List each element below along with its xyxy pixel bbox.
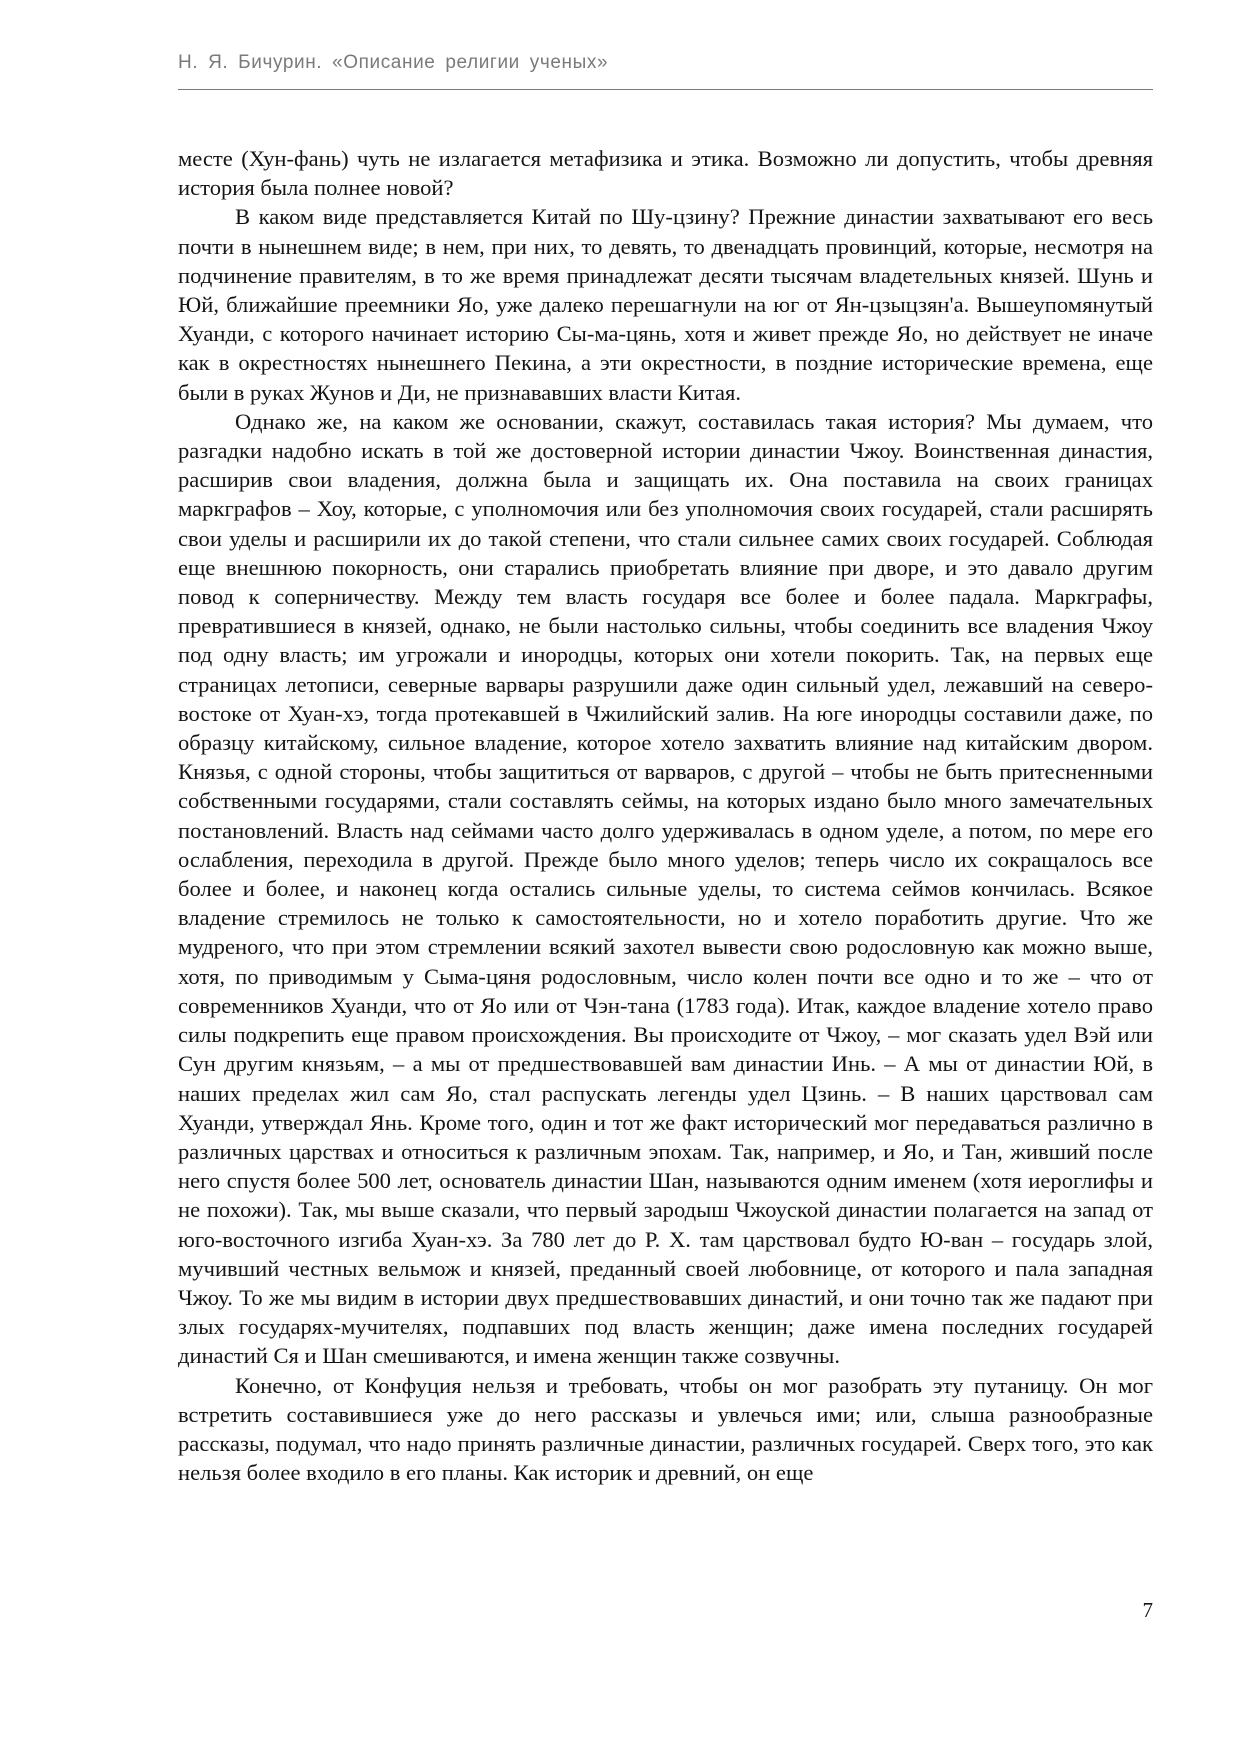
body-text [178, 144, 1153, 1487]
header-rule [178, 89, 1153, 90]
page-number: 7 [1142, 1598, 1153, 1622]
paragraph: Конечно, от Конфуция нельзя и требовать, чтобы он мог разобрать эту путаницу. Он мог встретить составившиеся уже до него рассказы и увлечься ими; или, слыша разнообразные рассказы, подумал, что надо принять различные династии, различных государей. Сверх того, это как нельзя более входило в его планы. Как историк и древний, он еще [178, 1372, 1153, 1486]
paragraph: В каком виде представляется Китай по Шу-цзину? Прежние династии захватывают его весь почти в нынешнем виде; в нем, при них, то девять, то двенадцать провинций, которые, несмотря на подчинение правителям, в то же время принадлежат десяти тысячам владетельных князей. Шунь и Юй, ближайшие преемники Яо, уже далеко перешагнули на юг от Ян-цзыцзян'а. Вышеупомянутый Хуанди, с которого начинает историю Сы-ма-цянь, хотя и живет прежде Яо, но действует не иначе как в окрестностях нынешнего Пекина, а эти окрестности, в поздние исторические времена, еще были в руках Жунов и Ди, не признававших власти Китая. [178, 204, 1153, 405]
paragraph-continuation: месте (Хун-фань) чуть не излагается метафизика и этика. Возможно ли допустить, чтобы древняя история была полнее новой? [178, 146, 1153, 201]
running-head-title: Н. Я. Бичурин. «Описание религии ученых» [178, 52, 609, 73]
paragraph: Однако же, на каком же основании, скажут, составилась такая история? Мы думаем, что разгадки надобно искать в той же достоверной истории династии Чжоу. Воинственная династия, расширив свои владения, должна была и защищать их. Она поставила на своих границах маркграфов – Хоу, которые, с уполномочия или без уполномочия своих государей, стали расширять свои уделы и расширили их до такой степени, что стали сильнее самих своих государей. Соблюдая еще внешнюю покорность, они старались приобретать влияние при дворе, и это давало другим повод к соперничеству. Между тем власть государя все более и более падала. Маркграфы, превратившиеся в князей, однако, не были настолько сильны, чтобы соединить все владения Чжоу под одну власть; им угрожали и инородцы, которых они хотели покорить. Так, на первых еще страницах летописи, северные варвары разрушили даже один сильный удел, лежавший на северо-востоке от Хуан-хэ, тогда протекавшей в Чжилийский залив. На юге инородцы составили даже, по образцу китайскому, сильное владение, которое хотело захватить влияние над китайским двором. Князья, с одной стороны, чтобы защититься от варваров, с другой – чтобы не быть притесненными собственными государями, стали составлять сеймы, на которых издано было много замечательных постановлений. Власть над сеймами часто долго удерживалась в одном уделе, а потом, по мере его ослабления, переходила в другой. Прежде было много уделов; теперь число их сокращалось все более и более, и наконец когда остались сильные уделы, то система сеймов кончилась. Всякое владение стремилось не только к самостоятельности, но и хотело поработить другие. Что же мудреного, что при этом стремлении всякий захотел вывести свою родословную как можно выше, хотя, по приводимым у Сыма-цяня родословным, число колен почти все одно и то же – что от современников Хуанди, что от Яо или от Чэн-тана (1783 года). Итак, каждое владение хотело право силы подкрепить еще правом происхождения. Вы происходите от Чжоу, – мог сказать удел Вэй или Сун другим князьям, – а мы от предшествовавшей вам династии Инь. – А мы от династии Юй, в наших пределах жил сам Яо, стал распускать легенды удел Цзинь. – В наших царствовал сам Хуанди, утверждал Янь. Кроме того, один и тот же факт исторический мог передаваться различно в различных царствах и относиться к различным эпохам. Так, например, и Яо, и Тан, живший после него спустя более 500 лет, основатель династии Шан, называются одним именем (хотя иероглифы и не похожи). Так, мы выше сказали, что первый зародыш Чжоуской династии полагается на запад от юго-восточного изгиба Хуан-хэ. За 780 лет до Р. Х. там царствовал будто Ю-ван – государь злой, мучивший честных вельмож и князей, преданный своей любовнице, от которого и пала западная Чжоу. То же мы видим в истории двух предшествовавших династий, и они точно так же падают при злых государях-мучителях, подпавших под власть женщин; даже имена последних государей династий Ся и Шан смешиваются, и имена женщин также созвучны. [178, 408, 1153, 1369]
